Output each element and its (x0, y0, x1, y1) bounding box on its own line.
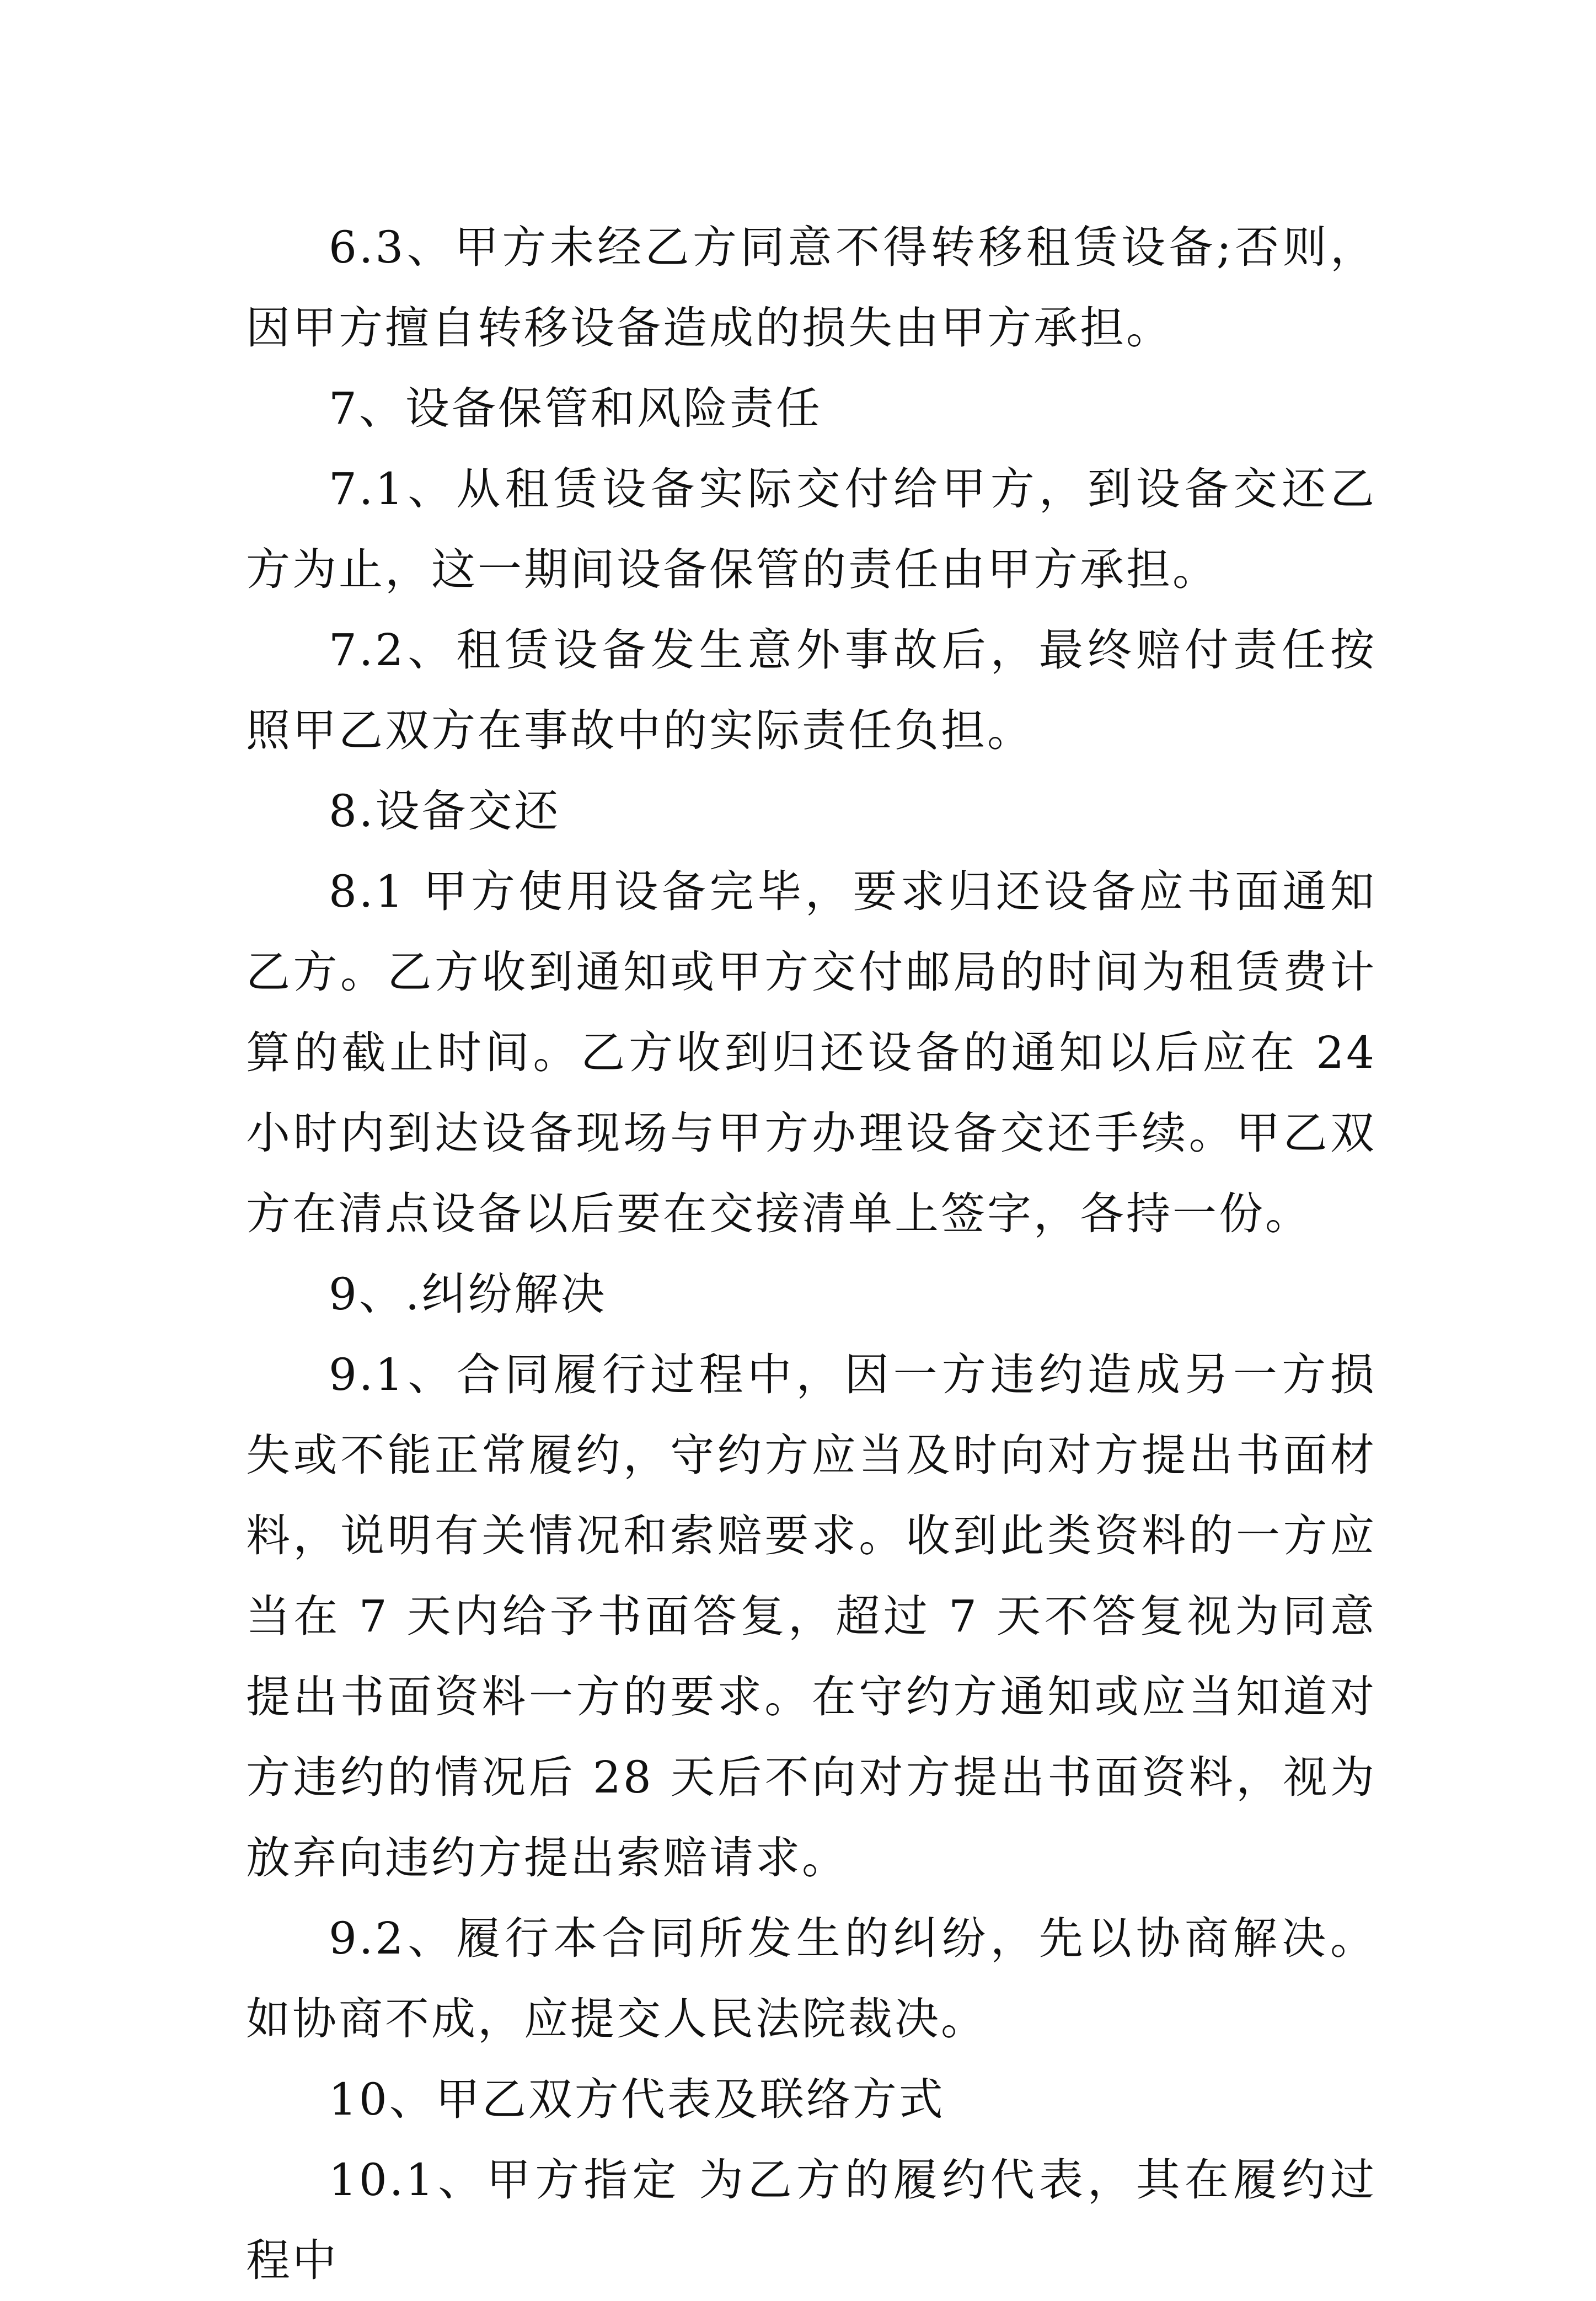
section-heading-9: 9、.纠纷解决 (329, 1269, 607, 1320)
paragraph-9-2: 9.2、履行本合同所发生的纠纷，先以协商解决。如协商不成，应提交人民法院裁决。 (246, 1913, 1377, 2045)
section-heading-10: 10、甲乙双方代表及联络方式 (329, 2074, 945, 2125)
paragraph-9-1: 9.1、合同履行过程中，因一方违约造成另一方损失或不能正常履约，守约方应当及时向对方提出书面材料，说明有关情况和索赔要求。收到此类资料的一方应当在 7 天内给予书面答复，超过 7 天不答复视为同意提出书面资料一方的要求。在守约方通知或应当知道对方违约的情况后 28 天后不向对方提出书面资料，视为放弃向违约方提出索赔请求。 (246, 1349, 1377, 1883)
document-body (246, 207, 1377, 2301)
paragraph-6-3: 6.3、甲方未经乙方同意不得转移租赁设备;否则，因甲方擅自转移设备造成的损失由甲方承担。 (246, 222, 1377, 354)
section-heading-7: 7、设备保管和风险责任 (329, 383, 822, 434)
section-heading-8: 8.设备交还 (329, 785, 561, 837)
paragraph-7-1: 7.1、从租赁设备实际交付给甲方，到设备交还乙方为止，这一期间设备保管的责任由甲方承担。 (246, 463, 1377, 595)
paragraph-7-2: 7.2、租赁设备发生意外事故后，最终赔付责任按照甲乙双方在事故中的实际责任负担。 (246, 624, 1377, 756)
paragraph-8-1: 8.1 甲方使用设备完毕，要求归还设备应书面通知乙方。乙方收到通知或甲方交付邮局的时间为租赁费计算的截止时间。乙方收到归还设备的通知以后应在 24 小时内到达设备现场与甲方办理设备交还手续。甲乙双方在清点设备以后要在交接清单上签字，各持一份。 (246, 866, 1377, 1239)
paragraph-10-1: 10.1、甲方指定 为乙方的履约代表，其在履约过程中 (246, 2154, 1377, 2286)
